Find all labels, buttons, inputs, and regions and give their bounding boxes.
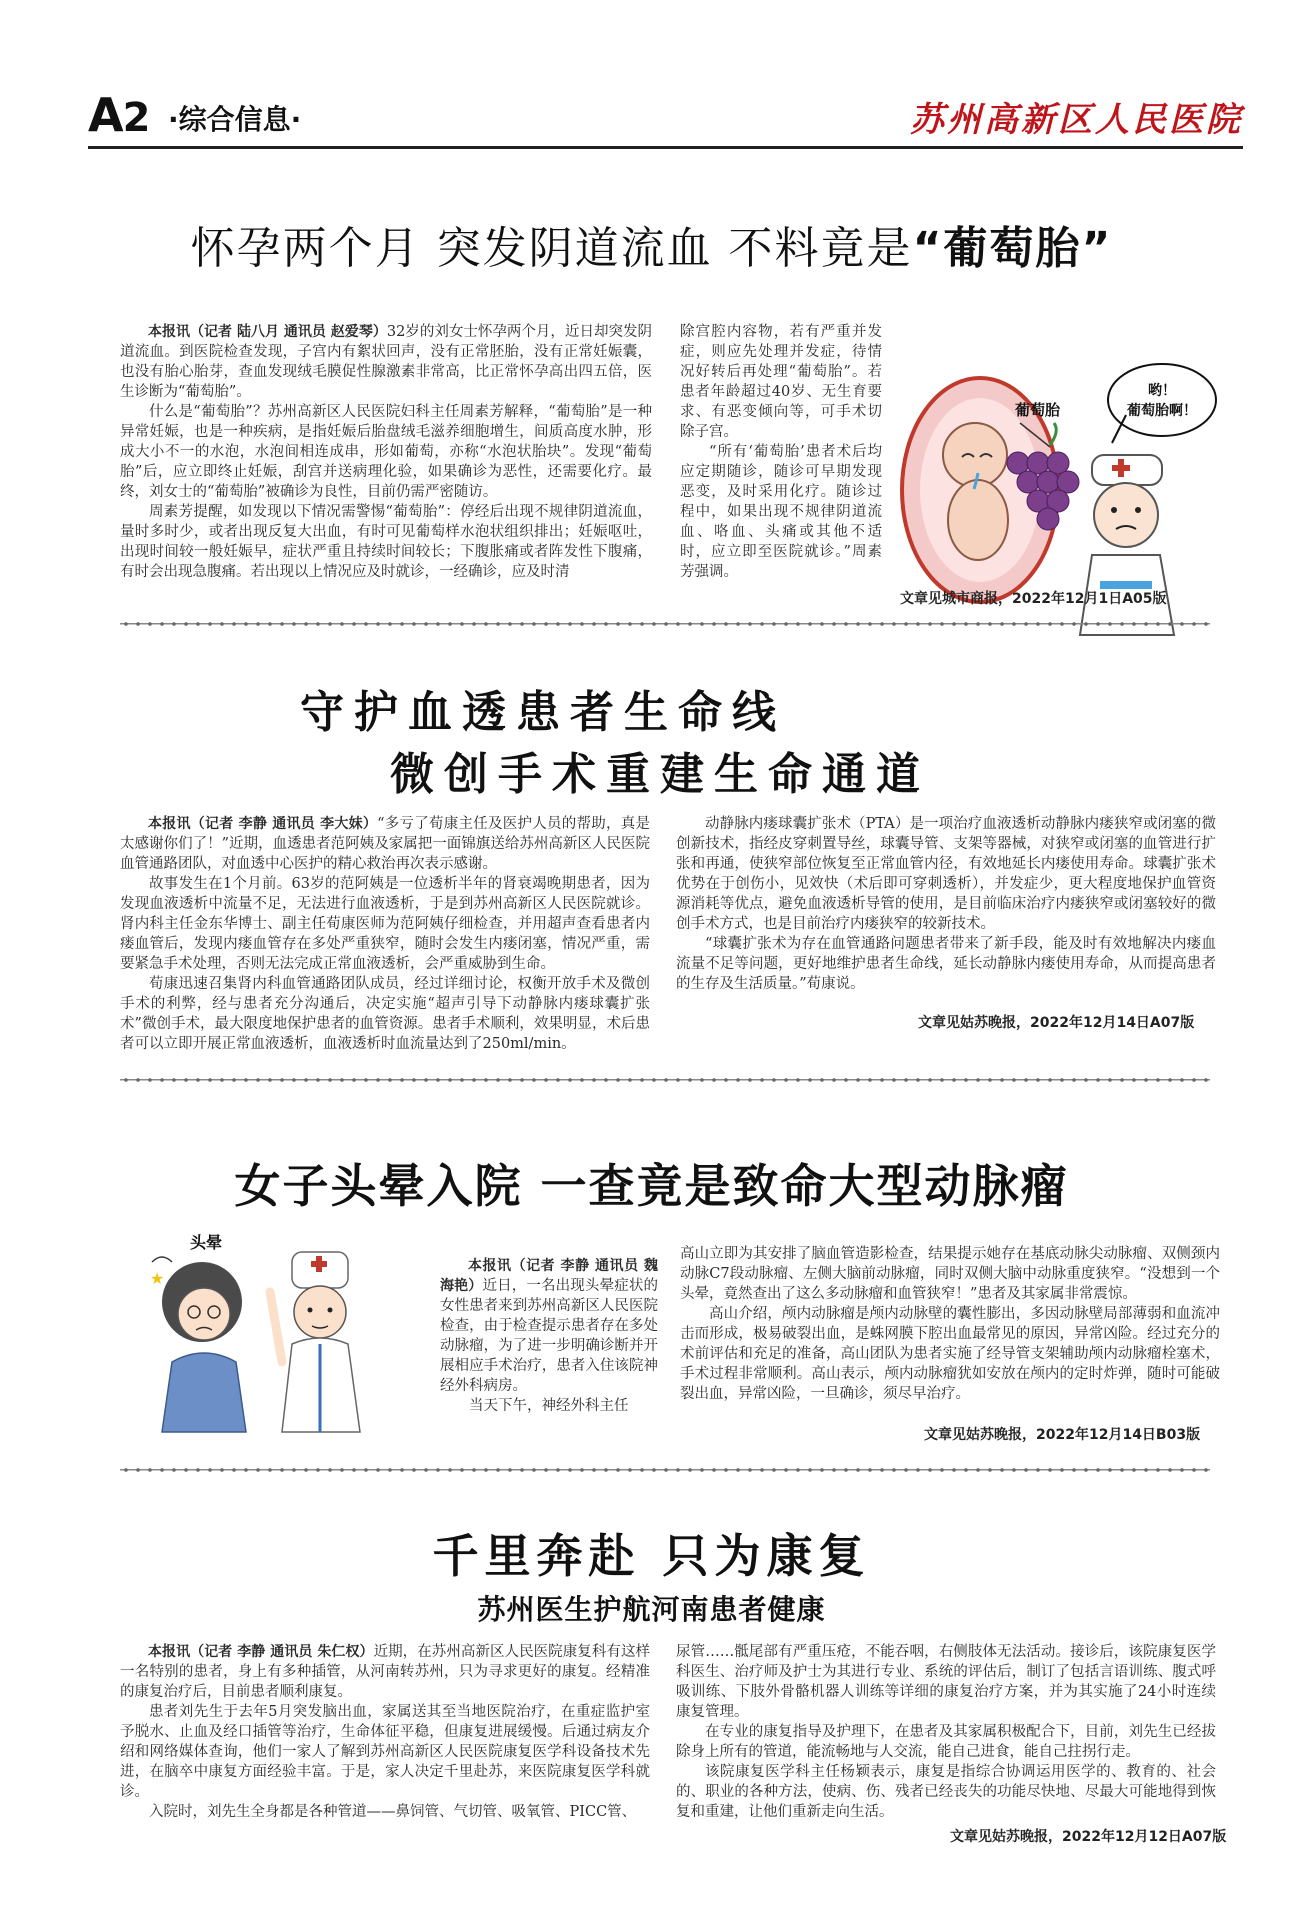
article1-title-bold: “葡萄胎” bbox=[912, 223, 1113, 274]
article2-para: “球囊扩张术为存在血管通路问题患者带来了新手段，能及时有效地解决内瘘血流量不足等问题，更好地维护患者生命线，延长动静脉内瘘使用寿命，从而提高患者的生存及生活质量。”荀康说。 bbox=[676, 936, 1216, 992]
article1-right-column bbox=[680, 322, 882, 582]
article4-para: 尿管……骶尾部有严重压疮，不能吞咽，右侧肢体无法活动。接诊后，该院康复医学科医生、治疗师及护士为其进行专业、系统的评估后，制订了包括言语训练、腹式呼吸训练、下肢外骨骼机器人训练等详细的康复治疗方案，并为其实施了24小时连续康复管理。 bbox=[676, 1644, 1216, 1720]
article2-title-line2: 微创手术重建生命通道 bbox=[390, 749, 930, 800]
article4-byline: 本报讯（记者 李静 通讯员 朱仁权） bbox=[148, 1644, 374, 1660]
article4-left-column bbox=[120, 1642, 650, 1822]
article3-para: 当天下午，神经外科主任 bbox=[469, 1398, 629, 1414]
bubble-line1: 哟！ bbox=[1148, 383, 1176, 399]
article1-left-column bbox=[120, 322, 652, 582]
article1-para: 什么是“葡萄胎”？苏州高新区人民医院妇科主任周素芳解释，“葡萄胎”是一种异常妊娠，也是一种疾病，是指妊娠后胎盘绒毛滋养细胞增生，间质高度水肿，形成大小不一的水泡，水泡间相连成串，形如葡萄，亦称“水泡状胎块”。发现“葡萄胎”后，应立即终止妊娠，刮宫并送病理化验，如果确诊为恶性，还需要化疗。最终，刘女士的“葡萄胎”被确诊为良性，目前仍需严密随访。 bbox=[120, 404, 652, 500]
page-letter: A bbox=[88, 88, 123, 142]
article2-para: 故事发生在1个月前。63岁的范阿姨是一位透析半年的肾衰竭晚期患者，因为发现血液透析中流量不足，无法进行血液透析，于是到苏州高新区人民医院就诊。肾内科主任金东华博士、副主任荀康医师为范阿姨仔细检查，并用超声查看患者内瘘血管后，发现内瘘血管存在多处严重狭窄，随时会发生内瘘闭塞，情况严重，需要紧急手术处理，否则无法完成正常血液透析，会严重威胁到生命。 bbox=[120, 876, 650, 972]
article1-title bbox=[0, 212, 1303, 276]
svg-text:★: ★ bbox=[150, 1269, 165, 1288]
article3-title: 女子头晕入院 一查竟是致命大型动脉瘤 bbox=[234, 1159, 1069, 1213]
masthead: 苏州高新区人民医院 bbox=[910, 100, 1243, 140]
article1-para: 32岁的刘女士怀孕两个月，近日却突发阴道流血。到医院检查发现，子宫内有絮状回声，没有正常胚胎，没有正常妊娠囊，也没有胎心胎芽，查血发现绒毛膜促性腺激素非常高，比正常怀孕高出四五倍，医生诊断为“葡萄胎”。 bbox=[120, 324, 652, 400]
article3-source: 文章见姑苏晚报，2022年12月14日B03版 bbox=[924, 1427, 1201, 1443]
article2-source: 文章见姑苏晚报，2022年12月14日A07版 bbox=[918, 1015, 1195, 1031]
bubble-line2: 葡萄胎啊！ bbox=[1127, 403, 1197, 419]
page-number: 2 bbox=[122, 95, 150, 141]
dizzy-patient-illustration bbox=[132, 1232, 402, 1442]
header-rule bbox=[88, 146, 1243, 149]
article2-para: “多亏了荀康主任及医护人员的帮助，真是太感谢你们了！”近期，血透患者范阿姨及家属把一面锦旗送给苏州高新区人民医院血管通路团队，对血透中心医护的精心救治再次表示感谢。 bbox=[120, 816, 650, 872]
article1-para: 周素芳提醒，如发现以下情况需警惕“葡萄胎”：停经后出现不规律阴道流血，量时多时少，或者出现反复大出血，有时可见葡萄样水泡状组织排出；妊娠呕吐，出现时间较一般妊娠早，症状严重且持续时间较长；下腹胀痛或者阵发性下腹痛，有时会出现急腹痛。若出现以上情况应及时就诊，一经确诊，应及时清 bbox=[120, 504, 652, 580]
article1-byline: 本报讯（记者 陆八月 通讯员 赵爱琴） bbox=[148, 324, 387, 340]
article4-title: 千里奔赴 只为康复 bbox=[432, 1529, 871, 1583]
article4-para: 患者刘先生于去年5月突发脑出血，家属送其至当地医院治疗，在重症监护室予脱水、止血及经口插管等治疗，生命体征平稳，但康复进展缓慢。后通过病友介绍和网络媒体查询，他们一家人了解到苏州高新区人民医院康复医学科设备技术先进，在脑卒中康复方面经验丰富。于是，家人决定千里赴苏，来医院康复医学科就诊。 bbox=[120, 1704, 650, 1800]
dizzy-patient-drawing bbox=[132, 1232, 402, 1442]
article1-source: 文章见城市商报，2022年12月1日A05版 bbox=[900, 591, 1167, 607]
article1-para: “所有‘葡萄胎’患者术后均应定期随诊，随诊可早期发现恶变，及时采用化疗。随诊过程中，如果出现不规律阴道流血、咯血、头痛或其他不适时，应立即至医院就诊。”周素芳强调。 bbox=[680, 444, 882, 580]
article4-subtitle: 苏州医生护航河南患者健康 bbox=[477, 1593, 826, 1626]
article2-para: 动静脉内瘘球囊扩张术（PTA）是一项治疗血液透析动静脉内瘘狭窄或闭塞的微创新技术，指经皮穿刺置导丝，球囊导管、支架等器械，对狭窄或闭塞的血管进行扩张和再通，使狭窄部位恢复至正常血管内径，有效地延长内瘘使用寿命。球囊扩张术优势在于创伤小，见效快（术后即可穿刺透析），并发症少，更大程度地保护血管资源消耗等优点，避免血液透析导管的使用，是目前临床治疗内瘘狭窄或闭塞较好的微创手术方式，也是目前治疗内瘘狭窄的较新技术。 bbox=[676, 816, 1216, 932]
article2-byline: 本报讯（记者 李静 通讯员 李大妹） bbox=[148, 816, 378, 832]
article3-right-column bbox=[680, 1244, 1220, 1404]
article4-source: 文章见姑苏晚报，2022年12月12日A07版 bbox=[950, 1829, 1227, 1845]
article3-left-column bbox=[440, 1256, 658, 1416]
article1-para: 除宫腔内容物，若有严重并发症，则应先处理并发症，待情况好转后再处理“葡萄胎”。若患者年龄超过40岁、无生育要求、有恶变倾向等，可手术切除子宫。 bbox=[680, 324, 882, 440]
article4-para: 该院康复医学科主任杨颖表示，康复是指综合协调运用医学的、教育的、社会的、职业的各种方法，使病、伤、残者已经丧失的功能尽快地、尽最大可能地得到恢复和重建，让他们重新走向生活。 bbox=[676, 1764, 1216, 1820]
section-label: ·综合信息· bbox=[168, 103, 302, 136]
article4-para: 入院时，刘先生全身都是各种管道——鼻饲管、气切管、吸氧管、PICC管、 bbox=[149, 1804, 637, 1820]
dizzy-label: 头晕 bbox=[190, 1233, 223, 1252]
article2-left-column bbox=[120, 814, 650, 1054]
article3-para: 高山介绍，颅内动脉瘤是颅内动脉壁的囊性膨出，多因动脉壁局部薄弱和血流冲击而形成，极易破裂出血，是蛛网膜下腔出血最常见的原因，异常凶险。经过充分的术前评估和充足的准备，高山团队为患者实施了经导管支架辅助颅内动脉瘤栓塞术，手术过程非常顺利。高山表示，颅内动脉瘤犹如安放在颅内的定时炸弹，随时可能破裂出血，异常凶险，一旦确诊，须尽早治疗。 bbox=[680, 1306, 1220, 1402]
article3-para: 近日，一名出现头晕症状的女性患者来到苏州高新区人民医院检查，由于检查提示患者存在多处动脉瘤，为了进一步明确诊断并开展相应手术治疗，患者入住该院神经外科病房。 bbox=[440, 1278, 659, 1394]
article2-para: 荀康迅速召集肾内科血管通路团队成员，经过详细讨论，权衡开放手术及微创手术的利弊，经与患者充分沟通后，决定实施“超声引导下动静脉内瘘球囊扩张术”微创手术，最大限度地保护患者的血管资源。患者手术顺利，效果明显，术后患者可以立即开展正常血液透析，血液透析时血流量达到了250ml/min。 bbox=[120, 976, 650, 1052]
article3-para: 高山立即为其安排了脑血管造影检查，结果提示她存在基底动脉尖动脉瘤、双侧颈内动脉C7段动脉瘤、左侧大脑前动脉瘤，同时双侧大脑中动脉重度狭窄。“没想到一个头晕，竟然查出了这么多动脉瘤和血管狭窄！”患者及其家属非常震惊。 bbox=[680, 1246, 1220, 1302]
grape-label: 葡萄胎 bbox=[1015, 401, 1061, 419]
divider-3 bbox=[120, 1464, 1210, 1476]
article4-right-column bbox=[676, 1642, 1216, 1822]
article3-byline: 本报讯（记者 李静 通讯员 魏海艳） bbox=[440, 1258, 658, 1294]
article4-para: 在专业的康复指导及护理下，在患者及其家属积极配合下，目前，刘先生已经拔除身上所有的管道，能流畅地与人交流，能自己进食，能自己拄拐行走。 bbox=[676, 1724, 1216, 1760]
page-code bbox=[88, 88, 149, 142]
divider-2 bbox=[120, 1074, 1210, 1086]
article1-title-main: 怀孕两个月 突发阴道流血 不料竟是 bbox=[190, 223, 913, 274]
divider-1 bbox=[120, 618, 1210, 630]
article4-para: 近期，在苏州高新区人民医院康复科有这样一名特别的患者，身上有多种插管，从河南转苏州，只为寻求更好的康复。经精准的康复治疗后，目前患者顺利康复。 bbox=[120, 1644, 650, 1700]
article2-right-column bbox=[676, 814, 1216, 994]
article2-title-line1: 守护血透患者生命线 bbox=[300, 687, 786, 738]
